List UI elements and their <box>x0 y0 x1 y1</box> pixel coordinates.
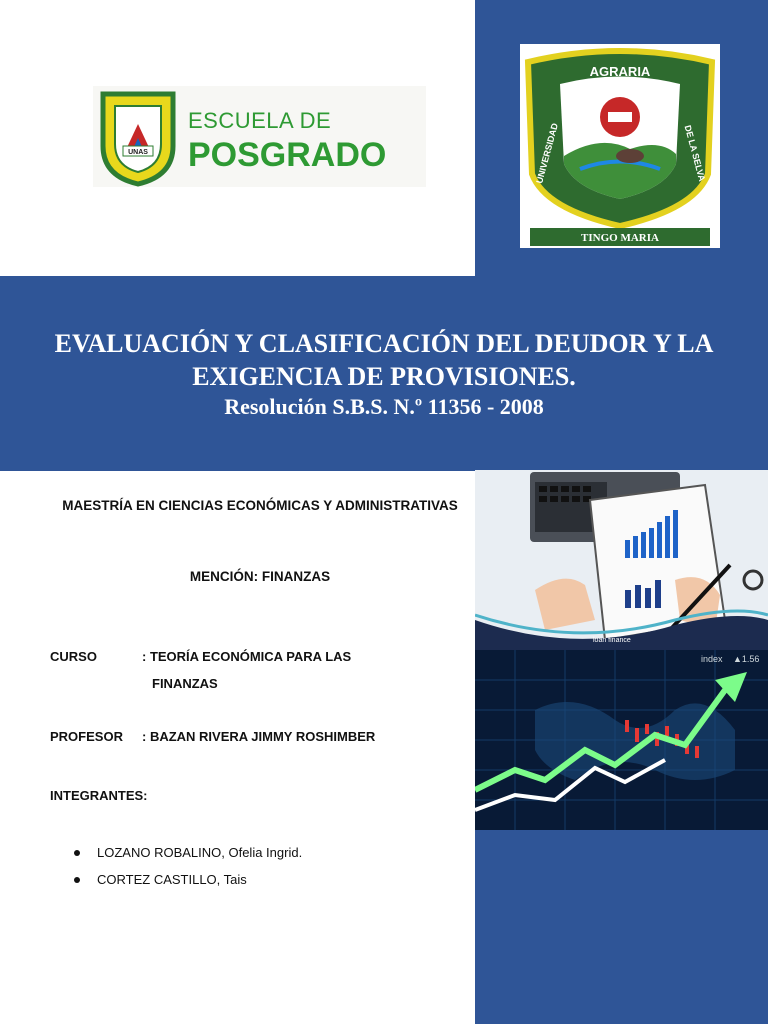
integrante-item: LOZANO ROBALINO, Ofelia Ingrid. <box>97 845 303 860</box>
program-mencion: MENCIÓN: FINANZAS <box>189 569 331 584</box>
photo-laptop-charts <box>475 470 768 650</box>
document-title: EVALUACIÓN Y CLASIFICACIÓN DEL DEUDOR Y LA EXIGENCIA DE PROVISIONES. <box>54 329 714 391</box>
svg-text:UNIVERSIDAD: UNIVERSIDAD <box>534 121 560 185</box>
program-maestria: MAESTRÍA EN CIENCIAS ECONÓMICAS Y ADMINISTRATIVAS <box>62 498 458 513</box>
unas-crest <box>520 44 720 248</box>
curso-value-line2: FINANZAS <box>152 676 218 691</box>
svg-text:DE LA SELVA: DE LA SELVA <box>682 123 708 183</box>
posgrado-logo-line1: ESCUELA DE <box>188 108 332 133</box>
curso-value-line1: : TEORÍA ECONÓMICA PARA LAS <box>142 649 352 664</box>
profesor-value: : BAZAN RIVERA JIMMY ROSHIMBER <box>142 729 376 744</box>
photo-stock-graph <box>475 650 768 830</box>
document-subtitle: Resolución S.B.S. N.º 11356 - 2008 <box>224 394 544 419</box>
svg-text:UNAS: UNAS <box>128 149 148 156</box>
integrante-item: CORTEZ CASTILLO, Tais <box>97 872 247 887</box>
posgrado-logo-line2: POSGRADO <box>188 136 387 174</box>
svg-text:▲1.56: ▲1.56 <box>733 654 760 664</box>
svg-text:loan finance: loan finance <box>593 637 631 644</box>
profesor-label: PROFESOR <box>50 729 123 744</box>
bullet-icon <box>74 877 80 883</box>
curso-label: CURSO <box>50 649 97 664</box>
bullet-icon <box>74 850 80 856</box>
svg-text:TINGO MARIA: TINGO MARIA <box>581 232 659 244</box>
integrantes-label: INTEGRANTES: <box>50 788 148 803</box>
svg-text:index: index <box>701 654 723 664</box>
svg-text:AGRARIA: AGRARIA <box>589 64 651 79</box>
posgrado-logo <box>93 86 426 187</box>
posgrado-shield-icon <box>93 86 183 187</box>
